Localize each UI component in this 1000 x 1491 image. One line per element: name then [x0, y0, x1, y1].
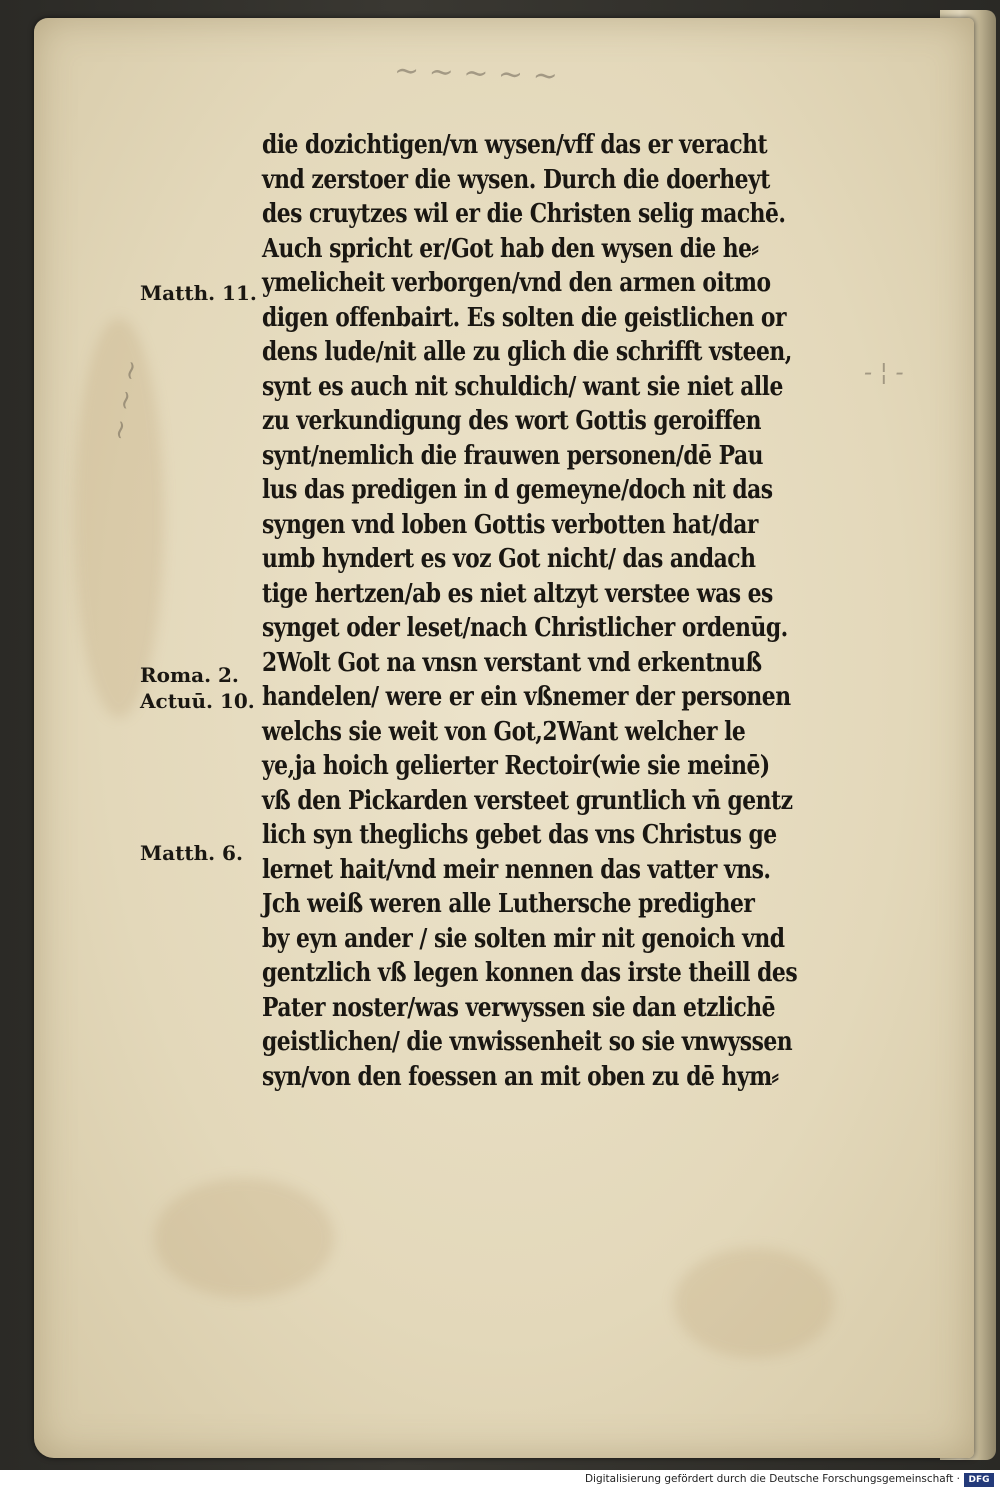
- text-line: des cruytzes wil er die Christen selig machē.: [262, 199, 786, 229]
- dfg-logo[interactable]: DFG: [964, 1473, 994, 1487]
- text-line: tige hertzen/ab es niet altzyt verstee was es: [262, 578, 773, 609]
- text-line: dens lude/nit alle zu glich die schrifft vsteen,: [262, 337, 792, 367]
- text-line: synget oder leset/nach Christlicher ordenūg.: [262, 613, 788, 643]
- text-line: zu verkundigung des wort Gottis geroiffen: [262, 406, 761, 436]
- text-line: syngen vnd loben Gottis verbotten hat/dar: [262, 509, 758, 540]
- margin-reference-matth-11: Matth. 11.: [140, 281, 257, 305]
- text-line: die dozichtigen/vn wysen/vff das er veracht: [262, 130, 768, 160]
- digitization-footer: [0, 1470, 1000, 1491]
- text-line: 2Wolt Got na vnsn verstant vnd erkentnuß: [262, 647, 762, 678]
- faint-handwritten-note: - ¦ -: [864, 358, 904, 386]
- paper-stain: [154, 1178, 334, 1298]
- text-line: handelen/ were er ein vßnemer der personen: [262, 682, 791, 712]
- text-line: geistlichen/ die vnwissenheit so sie vnwyssen: [262, 1027, 793, 1057]
- text-line: lich syn theglichs gebet das vns Christus ge: [262, 820, 777, 850]
- faint-handwritten-note: ~ ~ ~ ~ ~: [393, 53, 559, 94]
- main-text-block: [262, 128, 862, 1094]
- margin-reference-roma-2: Roma. 2.: [140, 663, 239, 687]
- text-line: digen offenbairt. Es solten die geistlichen or: [262, 302, 786, 333]
- text-line: Auch spricht er/Got hab den wysen die he⸗: [262, 233, 759, 264]
- text-line: umb hyndert es voz Got nicht/ das andach: [262, 544, 756, 574]
- text-line: Pater noster/was verwyssen sie dan etzlichē: [262, 992, 776, 1023]
- text-line: vß den Pickarden versteet gruntlich vn̄ gentz: [262, 785, 793, 816]
- paper-stain: [674, 1248, 834, 1358]
- margin-reference-actuu-10: Actuū. 10.: [140, 689, 255, 713]
- text-line: Jch weiß weren alle Luthersche predigher: [262, 889, 755, 919]
- text-line: vnd zerstoer die wysen. Durch die doerheyt: [262, 164, 770, 195]
- margin-reference-matth-6: Matth. 6.: [140, 841, 243, 865]
- text-line: syn/von den foessen an mit oben zu dē hym⸗: [262, 1061, 779, 1092]
- text-line: synt es auch nit schuldich/ want sie niet alle: [262, 371, 783, 402]
- text-line: ymelicheit verborgen/vnd den armen oitmo: [262, 268, 771, 298]
- text-line: lus das predigen in d gemeyne/doch nit das: [262, 475, 773, 505]
- text-line: synt/nemlich die frauwen personen/dē Pau: [262, 440, 764, 471]
- text-line: gentzlich vß legen konnen das irste theill des: [262, 958, 798, 988]
- footer-credit-text: Digitalisierung gefördert durch die Deutsche Forschungsgemeinschaft ·: [584, 1473, 960, 1485]
- text-line: by eyn ander / sie solten mir nit genoich vnd: [262, 923, 785, 954]
- text-line: welchs sie weit von Got,2Want welcher le: [262, 716, 746, 747]
- faint-handwritten-note: ~ ~ ~: [104, 357, 148, 444]
- text-line: ye,ja hoich gelierter Rectoir(wie sie meinē): [262, 751, 770, 781]
- text-line: lernet hait/vnd meir nennen das vatter vns.: [262, 854, 771, 885]
